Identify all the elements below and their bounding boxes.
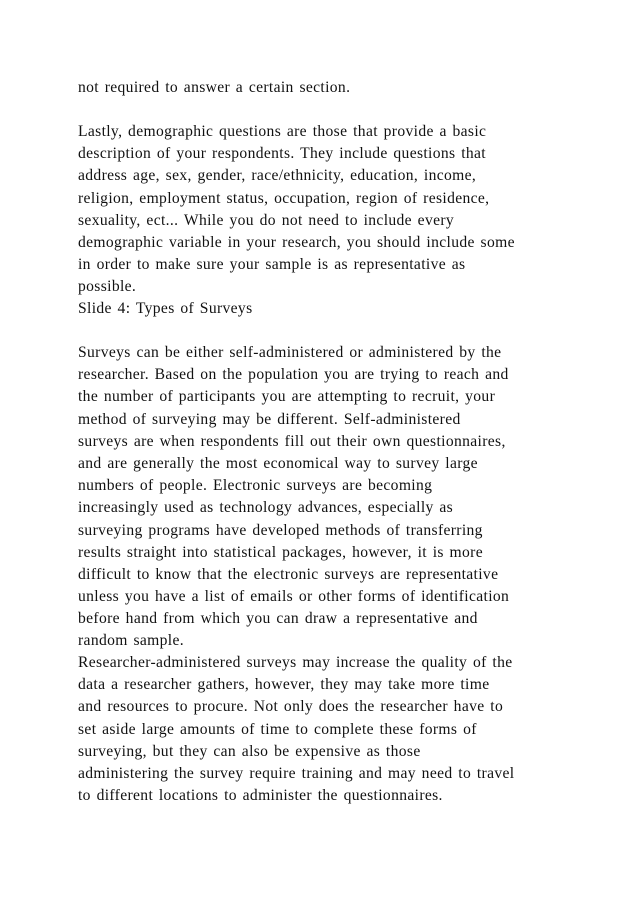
section-heading [78, 298, 578, 320]
text-line: description of your respondents. They include questions that [78, 145, 486, 163]
text-line: and resources to procure. Not only does the researcher have to [78, 698, 504, 716]
paragraph-researcher-administered [78, 652, 578, 807]
text-line: numbers of people. Electronic surveys are becoming [78, 477, 433, 495]
text-line: random sample. [78, 632, 185, 650]
paragraph-demographic-questions [78, 121, 578, 299]
text-line: to different locations to administer the questionnaires. [78, 787, 443, 805]
text-line: Surveys can be either self-administered or administered by the [78, 344, 502, 361]
text-line: surveys are when respondents fill out their own questionnaires, [78, 432, 506, 450]
paragraph-survey-types [78, 342, 578, 653]
text-line: administering the survey require training and may need to travel [78, 764, 515, 782]
text-line: sexuality, ect... While you do not need to include every [78, 211, 455, 229]
text-line: demographic variable in your research, you should include some [78, 233, 515, 251]
text-line: address age, sex, gender, race/ethnicity, education, income, [78, 167, 477, 185]
text-line: researcher. Based on the population you are trying to reach and [78, 366, 509, 384]
text-line: increasingly used as technology advances, especially as [78, 499, 454, 517]
text-line: difficult to know that the electronic surveys are representative [78, 565, 499, 583]
text-line: religion, employment status, occupation, region of residence, [78, 189, 490, 207]
text-line: in order to make sure your sample is as representative as [78, 256, 466, 274]
text-line: before hand from which you can draw a representative and [78, 610, 478, 628]
text-line: set aside large amounts of time to complete these forms of [78, 720, 477, 738]
text-line: not required to answer a certain section. [78, 79, 351, 96]
text-line: surveying programs have developed methods of transferring [78, 521, 483, 539]
text-line: surveying, but they can also be expensive as those [78, 742, 421, 760]
text-line: Researcher-administered surveys may increase the quality of the [78, 654, 513, 671]
text-line: and are generally the most economical way to survey large [78, 454, 478, 472]
text-line: results straight into statistical packages, however, it is more [78, 543, 483, 561]
heading-line: Slide 4: Types of Surveys [78, 300, 253, 317]
text-line: unless you have a list of emails or other forms of identification [78, 588, 510, 606]
text-line: data a researcher gathers, however, they may take more time [78, 676, 490, 694]
text-line: Lastly, demographic questions are those that provide a basic [78, 123, 487, 140]
text-line: the number of participants you are attempting to recruit, your [78, 388, 496, 406]
text-line: possible. [78, 278, 137, 296]
paragraph-continuation [78, 77, 578, 99]
text-line: method of surveying may be different. Self-administered [78, 410, 461, 428]
